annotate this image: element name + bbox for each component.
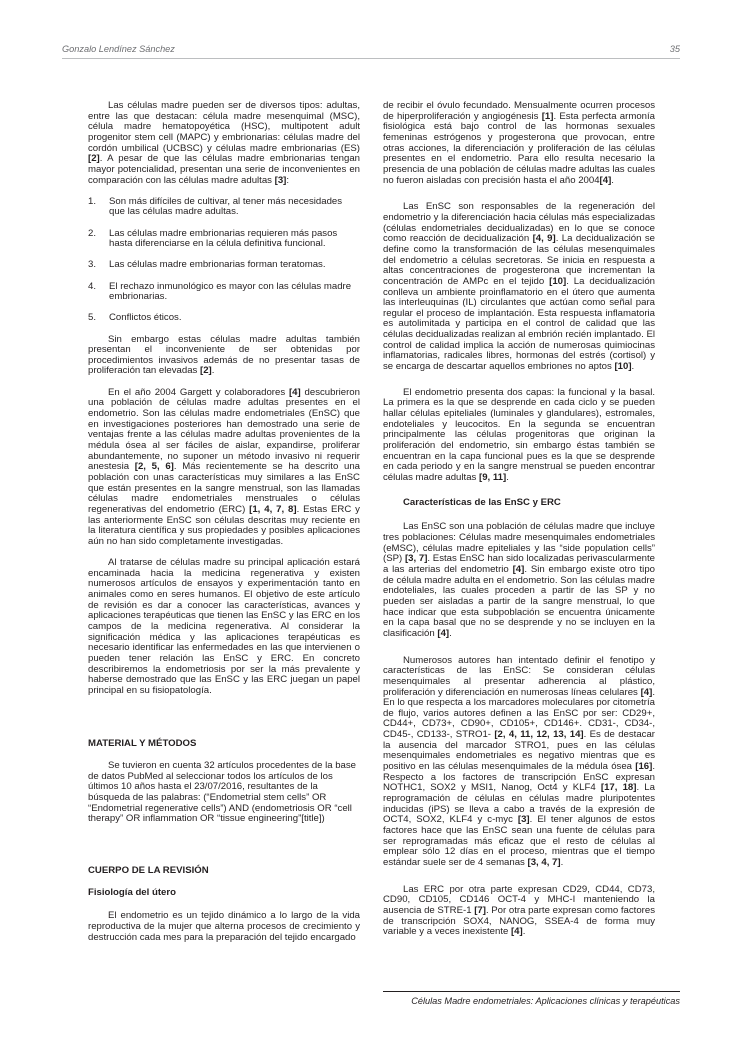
paragraph-ensc — [383, 202, 655, 373]
paragraph-endometrio: El endometrio es un tejido dinámico a lo largo de la vida reproductiva de la mujer que alterna procesos de crecimiento y destrucción cada mes para la preparación del tejido encargado — [88, 910, 360, 943]
inconvenientes-list — [88, 197, 360, 324]
citation: [10] — [614, 361, 632, 373]
list-item — [88, 260, 360, 271]
citation: [4, 9] — [532, 233, 556, 245]
list-number: 5. — [88, 312, 97, 324]
text: Las células madre pueden ser de diversos tipos: adultas, entre las que destacan: célula madre mesenquimal (MSC), célula madre hematopoyética (HSC), multipotent adult progenitor stem cell (MAPC) y embrionarias: células madre del cordón umbilical (UCBSC) y células madre embrionarias (ES) — [88, 100, 360, 154]
running-footer: Células Madre endometriales: Aplicaciones clínicas y terapéuticas — [411, 996, 680, 1006]
paragraph-continuation — [383, 101, 655, 186]
text: . El tener algunos de estos factores hace que las EnSC sean una fuente de células para ser reprogramadas más eficaz que el resto de células al emplear sólo 12 días en el proceso, mientras que el tiempo estándar suele ser de 4 semanas — [383, 814, 655, 868]
text: . La reprogramación de células en células madre pluripotentes inducidas (iPS) se lleva a cabo a través de la expresión de OCT4, SOX2, KLF4 y c-myc — [383, 782, 655, 826]
text: . — [449, 627, 452, 639]
citation: [1] — [541, 110, 554, 122]
paragraph-2004 — [88, 388, 360, 548]
citation: [4] — [599, 174, 612, 186]
text: . Estas ERC y las anteriormente EnSC son células descritas muy reciente en la literatura científica y sus propiedades y posibles aplicaciones aún no han sido completamente investigadas. — [88, 503, 360, 547]
citation: [2, 5, 6] — [134, 461, 174, 473]
list-item-text: Las células madre embrionarias requieren más pasos hasta diferenciarse en la célula definitiva funcional. — [109, 227, 338, 250]
paragraph-intro — [88, 101, 360, 186]
text: . Es de destacar la ausencia del marcador STRO1, pues en las células mesenquimales endometriales es negativo mientras que es positivo en las células mesenquimales de la médula ósea — [383, 729, 655, 773]
text: Las ERC por otra parte expresan CD29, CD44, CD73, CD90, CD105, CD146 OCT-4 y MHC-I manteniendo la ausencia de STRE-1 — [383, 883, 655, 916]
list-number: 4. — [88, 280, 97, 292]
left-column — [88, 101, 360, 954]
citation: [2] — [200, 365, 212, 377]
list-number: 2. — [88, 227, 97, 239]
footer-divider — [383, 991, 680, 992]
citation: [3, 7] — [404, 553, 428, 565]
header-page-number: 35 — [669, 44, 680, 54]
text: En el año 2004 Gargett y colaboradores — [108, 386, 289, 398]
text: Numerosos autores han intentado definir el fenotipo y características de las EnSC: Se consideran células mesenquimales al presentar adherencia al plástico, proliferación y diferenciación en numerosas líneas celulares — [383, 654, 655, 698]
text: . — [560, 857, 564, 868]
text: . Más recientemente se ha descrito una población con unas características muy similares a las EnSC que están presentes en la sangre menstrual, son las llamadas células madre endometriales menstruales o células regenerativas del endometrio (ERC) — [88, 461, 361, 515]
text: Las EnSC son responsables de la regeneración del endometrio y la diferenciación hacia células más especializadas (células endometriales decidualizadas) en lo que se conoce como reacción de decidualización — [383, 201, 655, 245]
paragraph-material: Se tuvieron en cuenta 32 artículos procedentes de la base de datos PubMed al seleccionar todos los artículos de los últimos 10 años hasta el 23/07/2016, resultantes de la búsqueda de las palabras: (“Endometrial stem cells” OR “Endometrial regenerative cells”) AND (endometriosis OR “cell therapy” OR inflammation OR “tissue engineering”[title]) — [88, 760, 357, 825]
subsection-heading-fisiologia: Fisiología del útero — [88, 886, 176, 898]
citation: [4] — [288, 386, 301, 398]
text: Las EnSC son una población de células madre que incluye tres poblaciones: Células madre mesenquimales endometriales (eMSC), células madre epiteliales y las “side population cells” (SP) — [383, 521, 655, 565]
list-item — [88, 282, 360, 303]
citation: [4] — [640, 686, 653, 698]
text: . Esta perfecta armonía fisiológica está bajo control de las hormonas sexuales femeninas estrógenos y progesterona que provocan, entre otras acciones, la diferenciación y proliferación de las células presentes en el endometrio. Para ello resulta necesario la presencia de una población de células madre adultas las cuales no fueron aisladas con precisión hasta el año 2004 — [383, 110, 656, 186]
list-item-text: Conflictos éticos. — [109, 312, 182, 324]
citation: [3] — [274, 174, 287, 186]
list-item-text: Las células madre embrionarias forman teratomas. — [109, 259, 326, 271]
paragraph-capas — [383, 388, 655, 484]
list-item-text: Son más difíciles de cultivar, al tener más necesidades que las células madre adultas. — [109, 195, 343, 218]
citation: [3, 4, 7] — [527, 857, 561, 868]
page-header — [62, 44, 680, 54]
text: de recibir el óvulo fecundado. Mensualmente ocurren procesos de hiperproliferación y angiogénesis — [383, 100, 655, 122]
list-number: 3. — [88, 259, 97, 271]
text: El endometrio presenta dos capas: la funcional y la basal. La primera es la que se desprende en cada ciclo y se pueden hallar células epiteliales (luminales y glandulares), estromales, endoteliales y leucocitos. En la segunda se encuentran principalmente las células progenitoras que originan la proliferación del endometrio, sin embargo éstas también se encuentran en la capa funcional pues es la que se desprende en cada periodo y en la sangre menstrual se pueden encontrar células madre adultas — [383, 386, 655, 483]
text: . A pesar de que las células madre embrionarias tengan mayor potencialidad, presentan una serie de inconvenientes en comparación con las células madre adultas — [88, 153, 360, 186]
text: . En lo que respecta a los marcadores moleculares por citometría de flujo, varios autores definen a las EnSC por ser: CD29+, CD44+, CD73+, CD90+, CD105+, CD146+. CD31-, CD34-, CD45-, CD133-, STRO1- — [383, 686, 655, 741]
citation: [2] — [88, 153, 100, 165]
text: : — [286, 174, 290, 186]
list-number: 1. — [88, 195, 97, 207]
right-column — [383, 101, 655, 948]
list-item — [88, 229, 360, 250]
header-author: Gonzalo Lendínez Sánchez — [62, 44, 175, 54]
text: . Sin embargo existe otro tipo de célula madre adulta en el endometrio. Son las células madre endoteliales, las cuales proceden a partir de las SP y no pueden ser aisladas a partir de la sangre menstrual, lo que hace indicar que esta subpoblación se encuentra únicamente en la capa basal que no se desprende y no se incluyen en la clasificación — [383, 563, 655, 639]
citation: [1, 4, 7, 8] — [249, 503, 297, 515]
text: . Respecto a los factores de transcripción EnSC expresan NOTHC1, SOX2 y MSI1, Nanog, Oct4 y KLF4 — [383, 761, 655, 794]
text: . — [506, 472, 509, 483]
text: Sin embargo estas células madre adultas también presentan el inconveniente de ser obtenidas por procedimientos invasivos además de no presentar tasas de proliferación tan elevadas — [88, 333, 360, 377]
text: . — [611, 174, 614, 186]
text: . La decidualización conlleva un ambiente proinflamatorio en el útero que aumenta las interleuquinas (IL) circulantes que actúan como señal para regular el proceso de implantación. Esta respuesta inflamatoria es autolimitada y participa en el control de calidad que las células decidualizadas realizan al embrión recién implantado. El control de calidad implica la acción de numerosas quimiocinas inflamatorias, radicales libres, hormonas del estrés (cortisol) y se encarga de descartar aquellos embriones no aptos — [383, 275, 655, 373]
paragraph-sin-embargo — [88, 335, 360, 378]
citation: [4] — [437, 627, 450, 639]
citation: [4] — [510, 926, 523, 938]
citation: [9, 11] — [479, 472, 507, 483]
citation: [17, 18] — [600, 782, 637, 794]
text: . Por otra parte expresan como factores de transcripción SOX4, NANOG, SSEA-4 de forma muy variable y a veces inexistente — [383, 904, 655, 938]
text: . Estas EnSC han sido localizadas perivascularmente a las arterias del endometrio — [383, 553, 655, 575]
citation: [7] — [474, 904, 486, 916]
paragraph-fenotipo — [383, 656, 655, 869]
list-item-text: El rechazo inmunológico es mayor con las células madre embrionarias. — [109, 280, 352, 303]
citation: [2, 4, 11, 12, 13, 14] — [494, 729, 584, 741]
header-divider — [62, 58, 680, 59]
list-item — [88, 197, 360, 218]
section-heading-cuerpo: CUERPO DE LA REVISIÓN — [88, 865, 209, 877]
subsection-heading-caracteristicas: Características de las EnSC y ERC — [403, 496, 561, 508]
paragraph-tratarse: Al tratarse de células madre su principal aplicación estará encaminada hacia la medicina regenerativa y existen numerosos artículos de ensayos y experimentación tanto en animales como en seres humanos. El objetivo de este artículo de revisión es dar a conocer las características, avances y aplicaciones terapéuticas que tienen las EnSC y las ERC en los campos de la medicina regenerativa. Al considerar la significación médica y las aplicaciones terapéuticas es necesario identificar las enfermedades en las que intervienen o pueden tener relación las EnSC y ERC. En concreto describiremos la endometriosis por ser la más prevalente y haberse demostrado que las EnSC y las ERC juegan un papel principal en su fisiopatología. — [88, 556, 360, 696]
paragraph-poblacion — [383, 522, 655, 639]
citation: [10] — [549, 275, 567, 287]
text: . — [522, 926, 526, 938]
citation: [16] — [635, 761, 653, 773]
text: . — [631, 361, 635, 373]
citation: [3] — [517, 814, 530, 826]
paragraph-erc — [383, 885, 655, 938]
text: . La decidualización se define como la transformación de las células mesenquimales del endometrio a células secretoras. Se inicia en respuesta a altas concentraciones de progesterona que incrementan la concentración de AMPc en el tejido — [383, 233, 655, 287]
text: descubrieron una población de células madre adultas presentes en el endometrio. Son las células madre endometriales (EnSC) que en investigaciones posteriores han demostrado una serie de ventajas frente a las células madre adultas provenientes de la médula ósea al ser fáciles de aislar, expandirse, proliferar abundantemente, no suponer un método invasivo ni requerir anestesia — [88, 386, 360, 473]
text: . — [211, 365, 215, 377]
section-heading-material: MATERIAL Y MÉTODOS — [88, 737, 197, 749]
citation: [4] — [512, 563, 525, 575]
list-item — [88, 313, 360, 324]
